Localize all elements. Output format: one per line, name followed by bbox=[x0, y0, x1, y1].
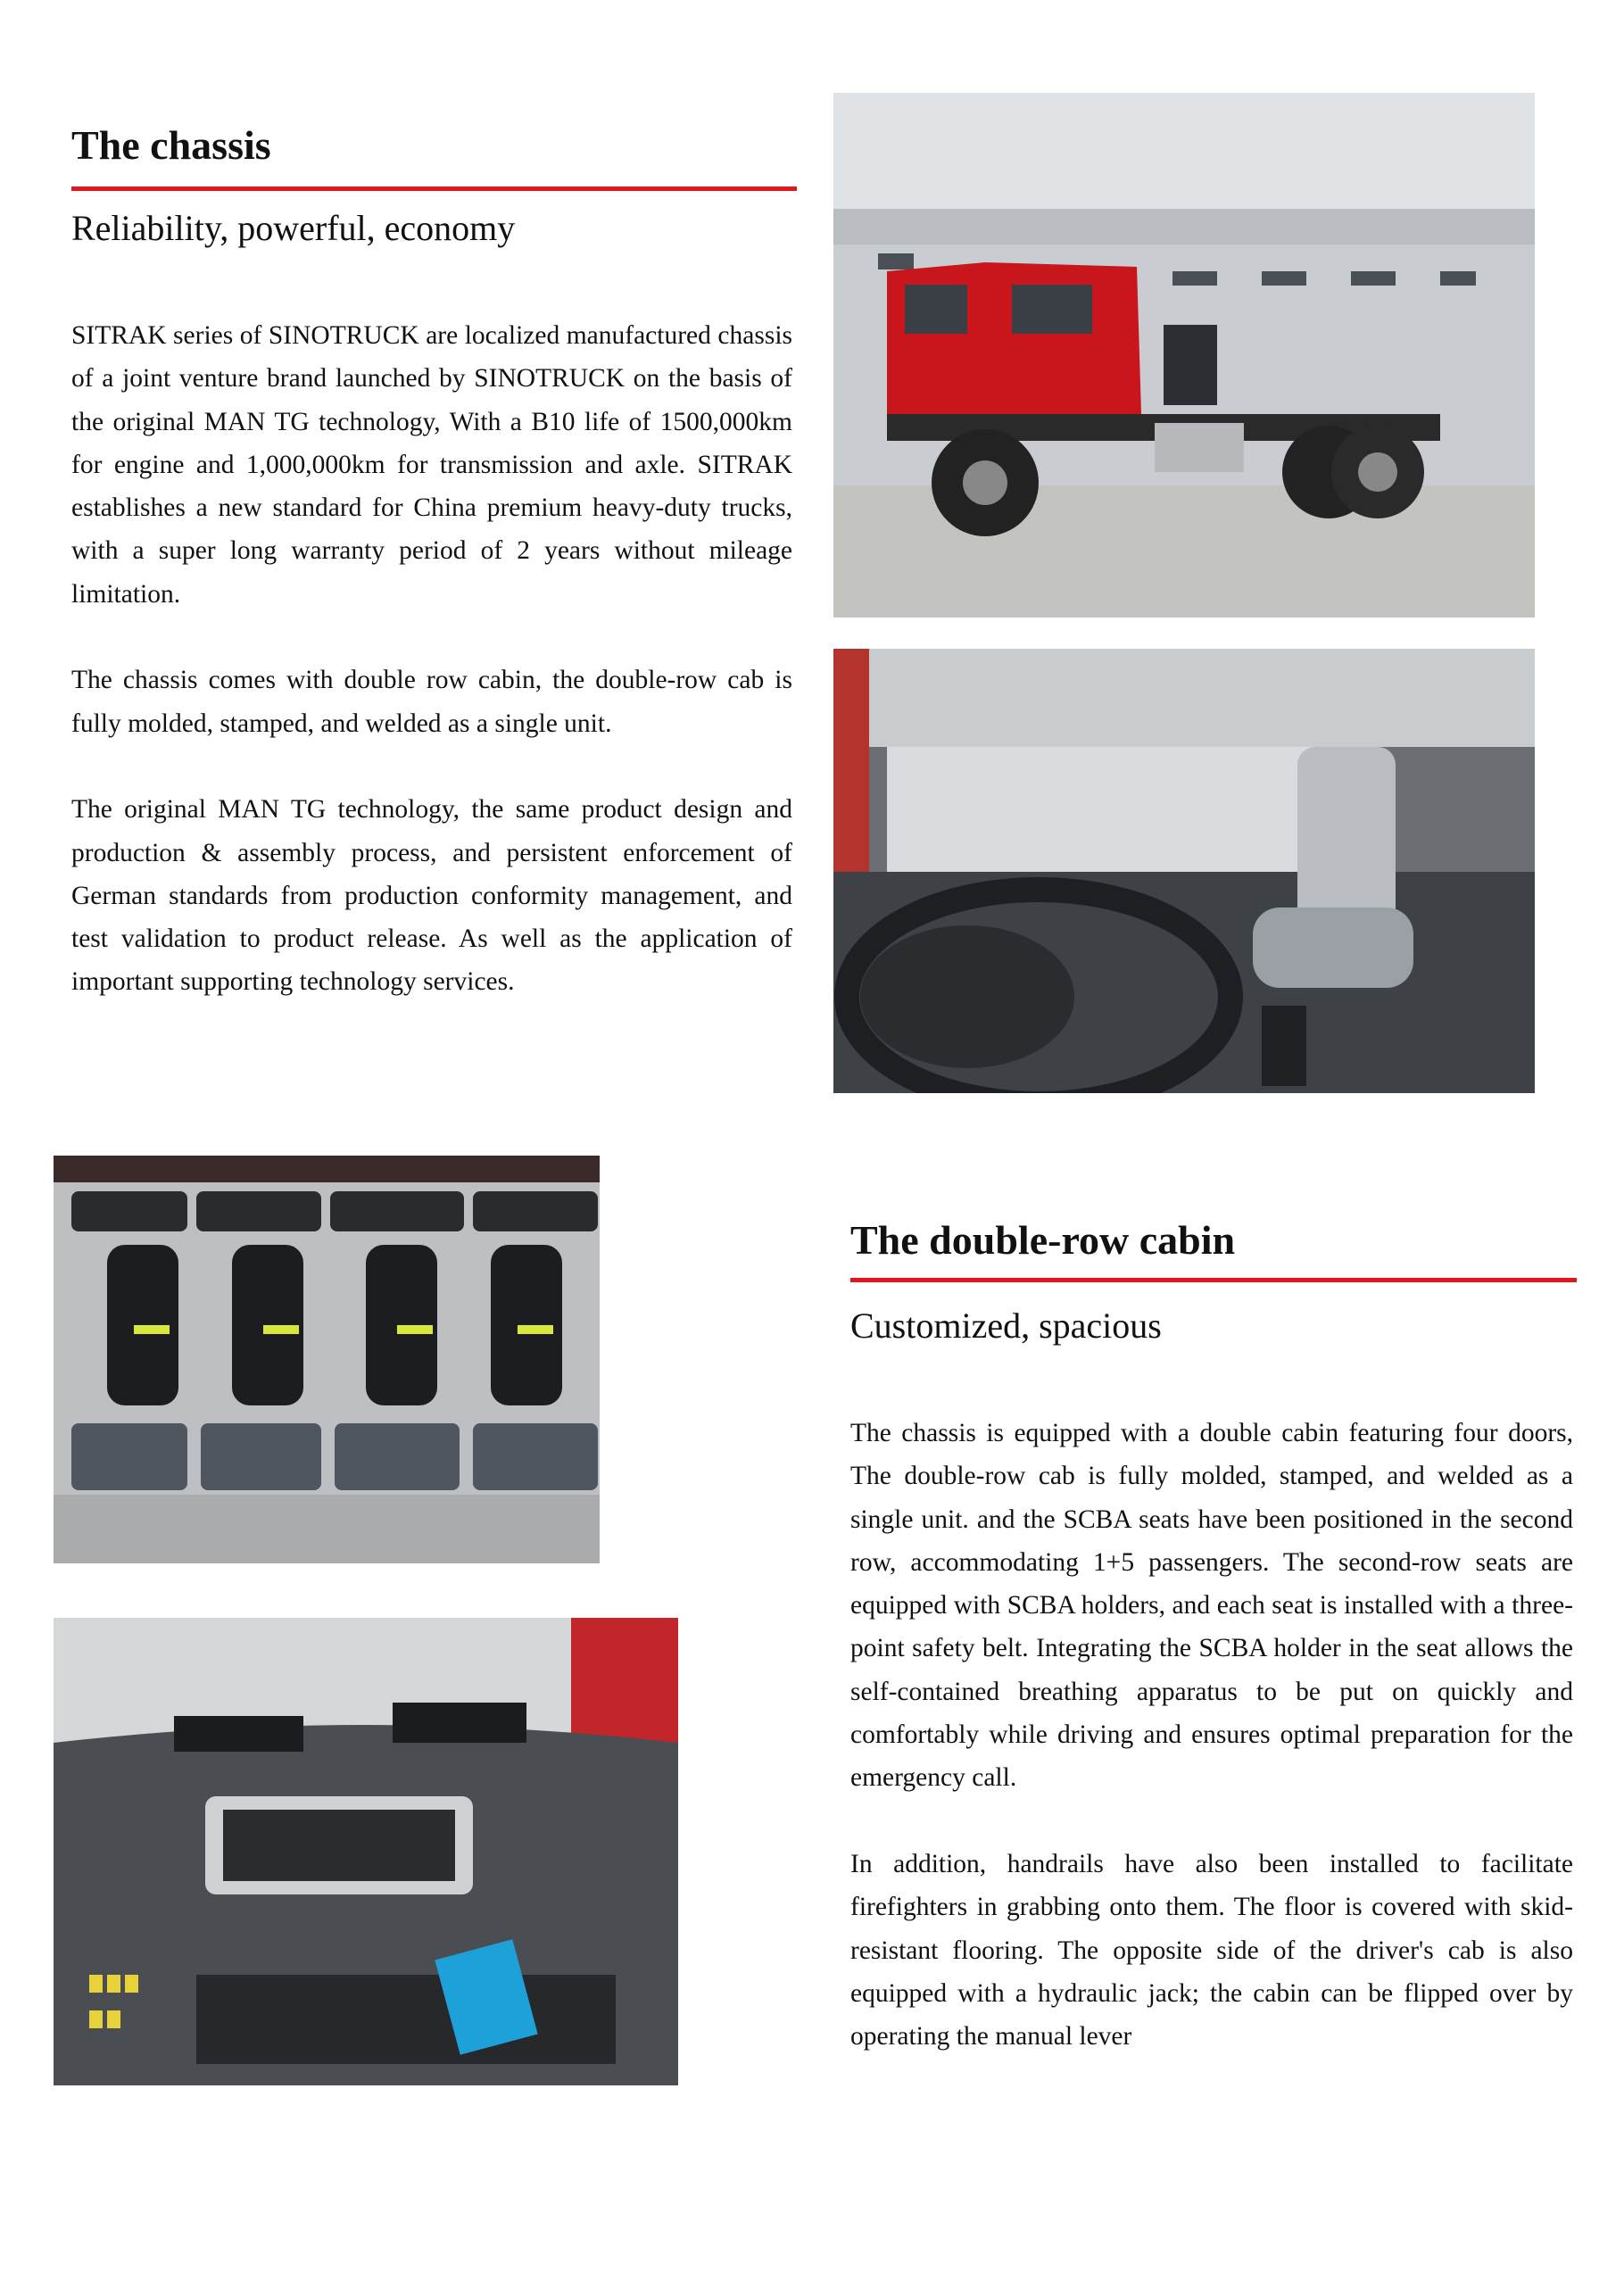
cab-interior-photo bbox=[833, 649, 1535, 1093]
cabin-paragraph: In addition, handrails have also been installed to facilitate firefighters in grabbing onto them. The floor is covered with skid-resistant flooring. The opposite side of the driver's cab is also equipped with a hydraulic jack; the cabin can be flipped over by operating the manual lever bbox=[850, 1849, 1573, 2051]
cabin-paragraph: The chassis is equipped with a double cabin featuring four doors, The double-row cab is fully molded, stamped, and welded as a single unit. and the SCBA seats have been positioned in the second row, accommodating 1+5 passengers. The second-row seats are equipped with SCBA holders, and each seat is installed with a three-point safety belt. Integrating the SCBA holder in the seat allows the self-contained breathing apparatus to be put on quickly and comfortably while driving and ensures optimal preparation for the emergency call. bbox=[850, 1419, 1573, 1793]
cabin-body bbox=[850, 1412, 1573, 2101]
scba-seats-photo bbox=[54, 1156, 600, 1563]
chassis-divider bbox=[71, 186, 797, 191]
chassis-subtitle: Reliability, powerful, economy bbox=[71, 208, 516, 248]
cabin-title: The double-row cabin bbox=[850, 1217, 1236, 1263]
chassis-body bbox=[71, 314, 792, 1047]
cabin-subtitle: Customized, spacious bbox=[850, 1305, 1162, 1346]
cabin-divider bbox=[850, 1278, 1577, 1282]
chassis-paragraph: The original MAN TG technology, the same product design and production & assembly process, and persistent enforcement of German standards from production conformity management, and test validation to product release. As well as the application of important supporting technology services. bbox=[71, 795, 792, 997]
chassis-paragraph: The chassis comes with double row cabin, the double-row cab is fully molded, stamped, and welded as a single unit. bbox=[71, 666, 792, 738]
chassis-title: The chassis bbox=[71, 122, 271, 168]
dashboard-radio-photo bbox=[54, 1618, 678, 2085]
chassis-paragraph: SITRAK series of SINOTRUCK are localized manufactured chassis of a joint venture brand launched by SINOTRUCK on the basis of the original MAN TG technology, With a B10 life of 1500,000km for engine and 1,000,000km for transmission and axle. SITRAK establishes a new standard for China premium heavy-duty trucks, with a super long warranty period of 2 years without mileage limitation. bbox=[71, 321, 792, 609]
truck-chassis-photo bbox=[833, 93, 1535, 618]
